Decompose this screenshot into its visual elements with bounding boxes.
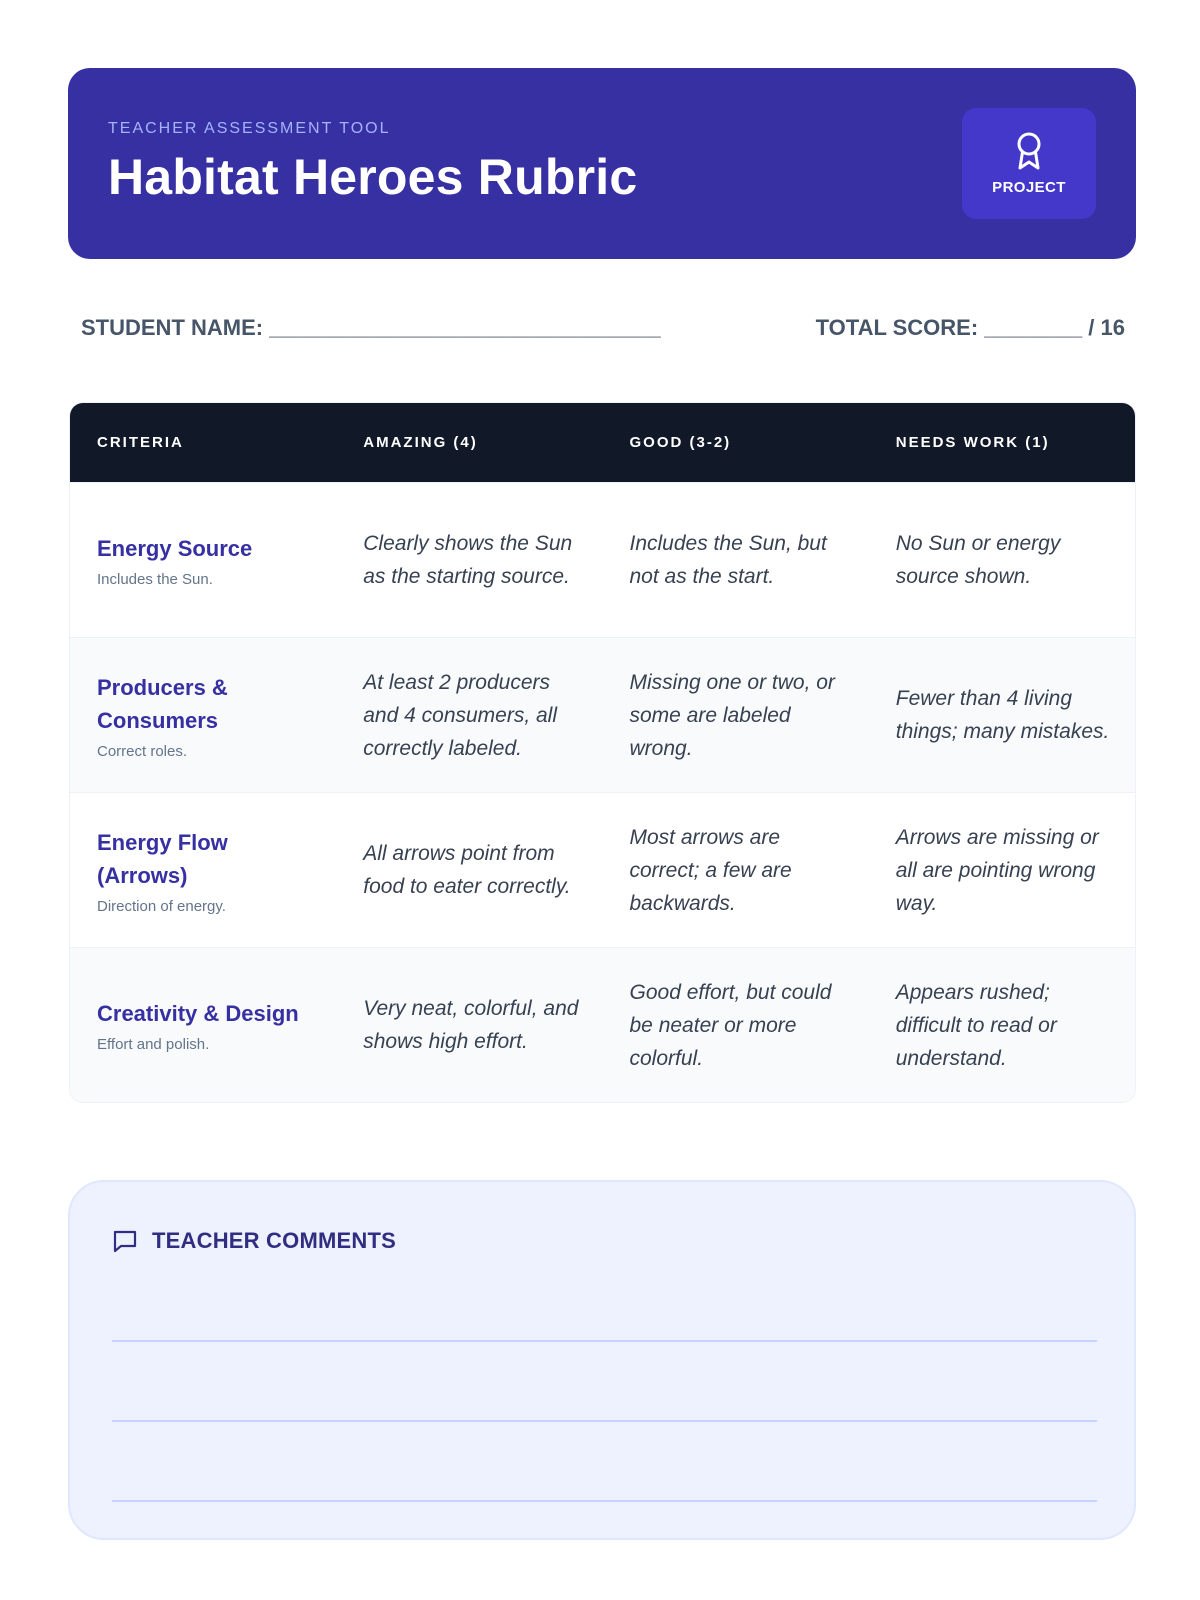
needs-work-cell: No Sun or energy source shown. xyxy=(895,532,1061,588)
comment-writing-line xyxy=(112,1500,1097,1502)
criteria-cell xyxy=(70,671,336,760)
table-row xyxy=(70,637,1135,792)
badge-label: PROJECT xyxy=(992,179,1066,196)
table-header xyxy=(70,403,1135,482)
total-score-field: TOTAL SCORE: ________ / 16 xyxy=(815,315,1125,340)
project-badge xyxy=(962,108,1096,219)
criteria-title: Energy Source xyxy=(97,536,253,561)
criteria-title: Creativity & Design xyxy=(97,1001,299,1026)
needs-work-cell: Fewer than 4 living things; many mistakes. xyxy=(895,687,1110,743)
criteria-title: Producers & Consumers xyxy=(97,674,228,733)
award-ribbon-icon xyxy=(1014,131,1044,171)
header-amazing: AMAZING (4) xyxy=(363,434,478,451)
header-needs-work: NEEDS WORK (1) xyxy=(895,434,1050,451)
criteria-cell xyxy=(70,826,336,915)
amazing-cell: All arrows point from food to eater correctly. xyxy=(363,842,571,898)
good-cell: Most arrows are correct; a few are backwards. xyxy=(629,825,792,915)
page-title: Habitat Heroes Rubric xyxy=(108,149,638,205)
comments-title: TEACHER COMMENTS xyxy=(152,1228,396,1253)
comments-header xyxy=(112,1228,396,1254)
header-criteria: CRITERIA xyxy=(97,434,184,451)
good-cell: Includes the Sun, but not as the start. xyxy=(629,532,827,588)
criteria-cell xyxy=(70,997,336,1053)
criteria-subtitle: Effort and polish. xyxy=(97,1036,210,1053)
needs-work-cell: Arrows are missing or all are pointing wrong way. xyxy=(895,825,1099,915)
criteria-title: Energy Flow (Arrows) xyxy=(97,829,228,888)
comment-writing-line xyxy=(112,1420,1097,1422)
table-row xyxy=(70,482,1135,637)
student-info-row xyxy=(81,315,1125,345)
header-good: GOOD (3-2) xyxy=(629,434,732,451)
header-banner xyxy=(68,68,1136,259)
criteria-subtitle: Correct roles. xyxy=(97,742,188,760)
teacher-comments-box xyxy=(68,1180,1136,1540)
good-cell: Good effort, but could be neater or more colorful. xyxy=(629,980,832,1070)
criteria-subtitle: Direction of energy. xyxy=(97,897,226,915)
comment-writing-line xyxy=(112,1340,1097,1342)
speech-bubble-icon xyxy=(112,1228,138,1254)
amazing-cell: Very neat, colorful, and shows high effort. xyxy=(363,997,579,1053)
table-row xyxy=(70,792,1135,947)
criteria-subtitle: Includes the Sun. xyxy=(97,571,213,588)
amazing-cell: Clearly shows the Sun as the starting source. xyxy=(363,532,573,588)
student-name-field: STUDENT NAME: ________________________________ xyxy=(81,315,661,340)
table-row xyxy=(70,947,1135,1102)
amazing-cell: At least 2 producers and 4 consumers, all correctly labeled. xyxy=(363,670,558,760)
good-cell: Missing one or two, or some are labeled wrong. xyxy=(629,670,835,760)
criteria-cell xyxy=(70,532,336,588)
header-eyebrow: TEACHER ASSESSMENT TOOL xyxy=(108,120,391,137)
rubric-table xyxy=(69,402,1136,1103)
needs-work-cell: Appears rushed; difficult to read or understand. xyxy=(895,980,1057,1070)
